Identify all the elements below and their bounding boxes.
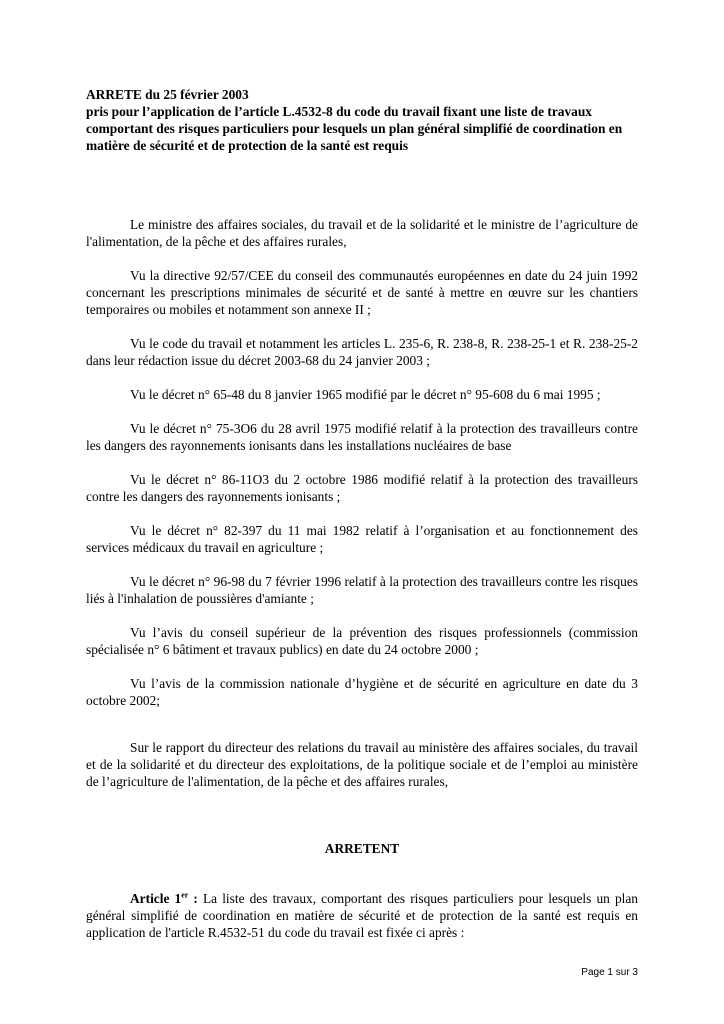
visa-decret-96-98: Vu le décret n° 96-98 du 7 février 1996 relatif à la protection des travailleurs contre les risques liés à l'inhalation de poussières d'amiante ; xyxy=(86,574,638,606)
article-1-superscript: er xyxy=(181,890,189,900)
visa-avis-conseil: Vu l’avis du conseil supérieur de la prévention des risques professionnels (commission spécialisée n° 6 bâtiment et travaux publics) en date du 24 octobre 2000 ; xyxy=(86,625,638,657)
rapport-paragraph: Sur le rapport du directeur des relations du travail au ministère des affaires sociales, du travail et de la solidarité et du directeur des exploitations, de la politique sociale et de l’emploi au ministère de l’agriculture de l'alimentation, de la pêche et des affaires rurales, xyxy=(86,740,638,789)
title-line-2: pris pour l’application de l’article L.4532-8 du code du travail fixant une liste de travaux comportant des risques particuliers pour lesquels un plan général simplifié de coordination en matière de sécurité et de protection de la santé est requis xyxy=(86,104,623,153)
visa-decret-75-306: Vu le décret n° 75-3O6 du 28 avril 1975 modifié relatif à la protection des travailleurs contre les dangers des rayonnements ionisants dans les installations nucléaires de base xyxy=(86,421,638,453)
article-1-label xyxy=(130,891,198,906)
preamble-ministers: Le ministre des affaires sociales, du travail et de la solidarité et le ministre de l’agriculture de l'alimentation, de la pêche et des affaires rurales, xyxy=(86,217,638,249)
visa-decret-65-48: Vu le décret n° 65-48 du 8 janvier 1965 modifié par le décret n° 95-608 du 6 mai 1995 ; xyxy=(130,387,601,402)
article-1-colon: : xyxy=(188,891,198,906)
visa-avis-commission: Vu l’avis de la commission nationale d’hygiène et de sécurité en agriculture en date du 3 octobre 2002; xyxy=(86,676,638,708)
visa-decret-82-397: Vu le décret n° 82-397 du 11 mai 1982 relatif à l’organisation et au fonctionnement des services médicaux du travail en agriculture ; xyxy=(86,523,638,555)
document-title xyxy=(86,86,638,154)
article-1-number: Article 1 xyxy=(130,891,182,906)
arretent-heading: ARRETENT xyxy=(324,841,400,856)
visa-directive: Vu la directive 92/57/CEE du conseil des communautés européennes en date du 24 juin 1992 concernant les prescriptions minimales de sécurité et de santé à mettre en œuvre sur les chantiers temporaires ou mobiles et notamment son annexe II ; xyxy=(86,268,638,317)
visa-decret-86-1103: Vu le décret n° 86-11O3 du 2 octobre 1986 modifié relatif à la protection des travailleurs contre les dangers des rayonnements ionisants ; xyxy=(86,472,638,504)
visa-code-travail: Vu le code du travail et notamment les articles L. 235-6, R. 238-8, R. 238-25-1 et R. 238-25-2 dans leur rédaction issue du décret 2003-68 du 24 janvier 2003 ; xyxy=(86,336,638,368)
article-1 xyxy=(86,890,638,941)
title-line-1: ARRETE du 25 février 2003 xyxy=(86,87,249,102)
page-footer: Page 1 sur 3 xyxy=(581,967,638,978)
article-1-text: La liste des travaux, comportant des risques particuliers pour lesquels un plan général simplifié de coordination en matière de sécurité et de protection de la santé est requis en application de l'article R.4532-51 du code du travail est fixée ci après : xyxy=(86,891,638,940)
